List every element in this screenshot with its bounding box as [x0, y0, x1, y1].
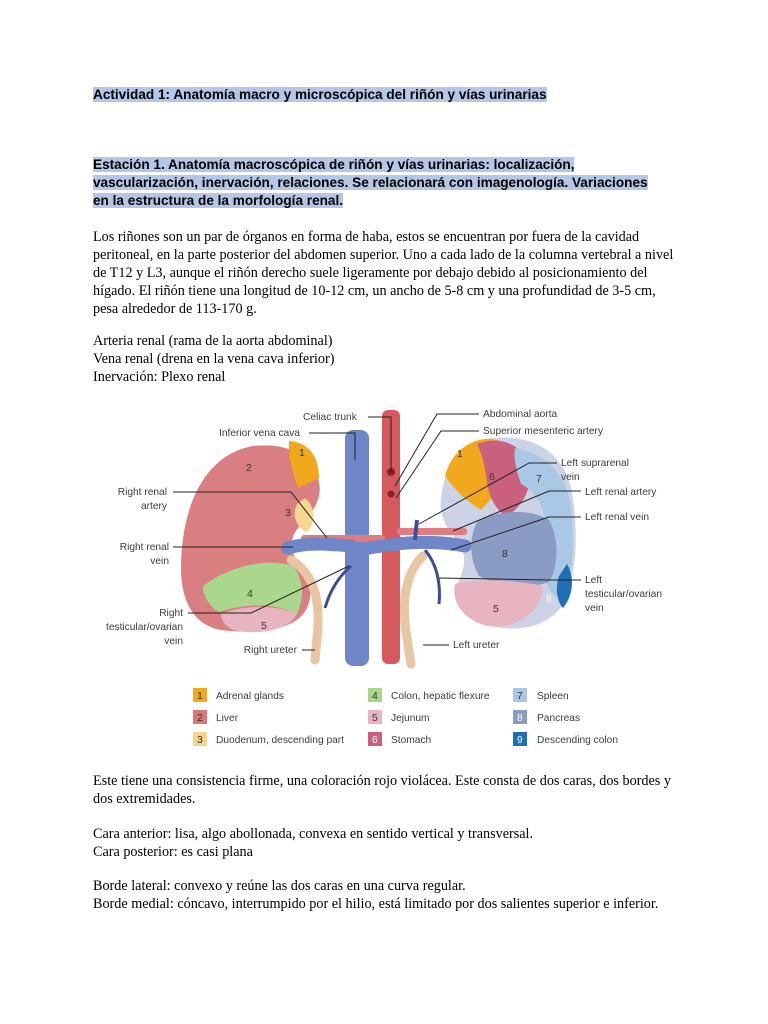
label-superior-mesenteric-artery: Superior mesenteric artery	[483, 426, 604, 437]
legend-label-4: Colon, hepatic flexure	[391, 691, 490, 702]
station-heading: Estación 1. Anatomía macroscópica de riñón y vías urinarias: localización, vascularización, inervación, relaciones. Se relacionará con imagenología. Variaciones en la estructura de la morfología renal.	[93, 157, 648, 208]
label-left-ureter: Left ureter	[453, 640, 500, 651]
label-right-ureter: Right ureter	[243, 645, 297, 656]
label-right-testicular-2: testicular/ovarian	[105, 622, 183, 633]
legend-num-2: 2	[197, 712, 203, 724]
legend-label-6: Stomach	[391, 735, 432, 746]
legend-num-4: 4	[372, 690, 378, 702]
label-left-renal-vein: Left renal vein	[585, 512, 649, 523]
region-num-6: 6	[489, 471, 495, 483]
label-abdominal-aorta: Abdominal aorta	[483, 409, 558, 420]
region-num-8: 8	[502, 548, 508, 560]
label-right-testicular-3: vein	[164, 636, 183, 647]
region-num-9: 9	[546, 594, 552, 605]
pancreas-impression	[471, 512, 556, 586]
sma-origin	[388, 491, 395, 498]
description-paragraph: Este tiene una consistencia firme, una coloración rojo violácea. Este consta de dos caras, dos bordes y dos extremidades.	[93, 773, 671, 807]
left-suprarenal-vein	[415, 520, 417, 540]
region-num-5-right: 5	[261, 620, 267, 632]
region-num-7: 7	[536, 473, 542, 485]
label-right-renal-artery-2: artery	[140, 501, 167, 512]
kidney-anatomy-figure	[93, 398, 675, 754]
label-right-testicular-1: Right	[159, 608, 183, 619]
intro-paragraph: Los riñones son un par de órganos en forma de haba, estos se encuentran por fuera de la cavidad peritoneal, en la parte posterior del abdomen superior. Uno a cada lado de la columna vertebral a nivel de T12 y L3, aunque el riñón derecho suele ligeramente por debajo debido al posicionamiento del hígado. El riñón tiene una longitud de 10-12 cm, un ancho de 5-8 cm y una profundidad de 3-5 cm, pesa alrededor de 113-170 g.	[93, 229, 674, 317]
legend-label-7: Spleen	[537, 691, 569, 702]
label-left-testicular-2: testicular/ovarian	[585, 589, 663, 600]
legend-label-9: Descending colon	[537, 735, 618, 746]
document-title: Actividad 1: Anatomía macro y microscópica del riñón y vías urinarias	[93, 87, 547, 102]
legend-label-1: Adrenal glands	[216, 691, 284, 702]
region-num-5-left: 5	[493, 603, 499, 615]
vessels-list: Arteria renal (rama de la aorta abdominal) Vena renal (drena en la vena cava inferior) Inervación: Plexo renal	[93, 333, 335, 385]
label-left-suprarenal-2: vein	[561, 472, 580, 483]
legend-num-9: 9	[517, 735, 523, 746]
left-renal-vein	[369, 542, 465, 548]
label-right-renal-vein-1: Right renal	[119, 542, 169, 553]
region-num-2: 2	[246, 462, 252, 474]
legend-num-3: 3	[197, 734, 203, 746]
legend-label-8: Pancreas	[537, 713, 581, 724]
legend-label-2: Liver	[216, 713, 239, 724]
legend-num-5: 5	[372, 712, 378, 724]
label-left-renal-artery: Left renal artery	[585, 487, 657, 498]
label-left-testicular-3: vein	[585, 603, 604, 614]
label-right-renal-artery-1: Right renal	[117, 487, 167, 498]
legend-num-7: 7	[517, 690, 523, 702]
region-num-3: 3	[285, 507, 291, 519]
right-renal-vein	[288, 544, 351, 548]
legend-num-1: 1	[197, 690, 203, 702]
kidney-diagram	[93, 398, 675, 754]
borders-paragraph: Borde lateral: convexo y reúne las dos caras en una curva regular. Borde medial: cóncavo, interrumpido por el hilio, está limitado por dos salientes superior e inferior.	[93, 878, 659, 912]
label-right-renal-vein-2: vein	[150, 556, 169, 567]
faces-paragraph: Cara anterior: lisa, algo abollonada, convexa en sentido vertical y transversal. Cara posterior: es casi plana	[93, 826, 534, 860]
region-num-1-left: 1	[457, 448, 463, 460]
legend-num-8: 8	[517, 713, 523, 724]
region-num-1-right: 1	[299, 447, 305, 459]
label-inferior-vena-cava: Inferior vena cava	[219, 428, 300, 439]
label-left-testicular-1: Left	[585, 575, 602, 586]
legend-num-6: 6	[372, 735, 378, 746]
legend-label-3: Duodenum, descending part	[216, 735, 344, 746]
label-celiac-trunk: Celiac trunk	[303, 412, 357, 423]
region-num-4: 4	[247, 588, 253, 600]
label-left-suprarenal-1: Left suprarenal	[561, 458, 629, 469]
legend-label-5: Jejunum	[391, 713, 430, 724]
